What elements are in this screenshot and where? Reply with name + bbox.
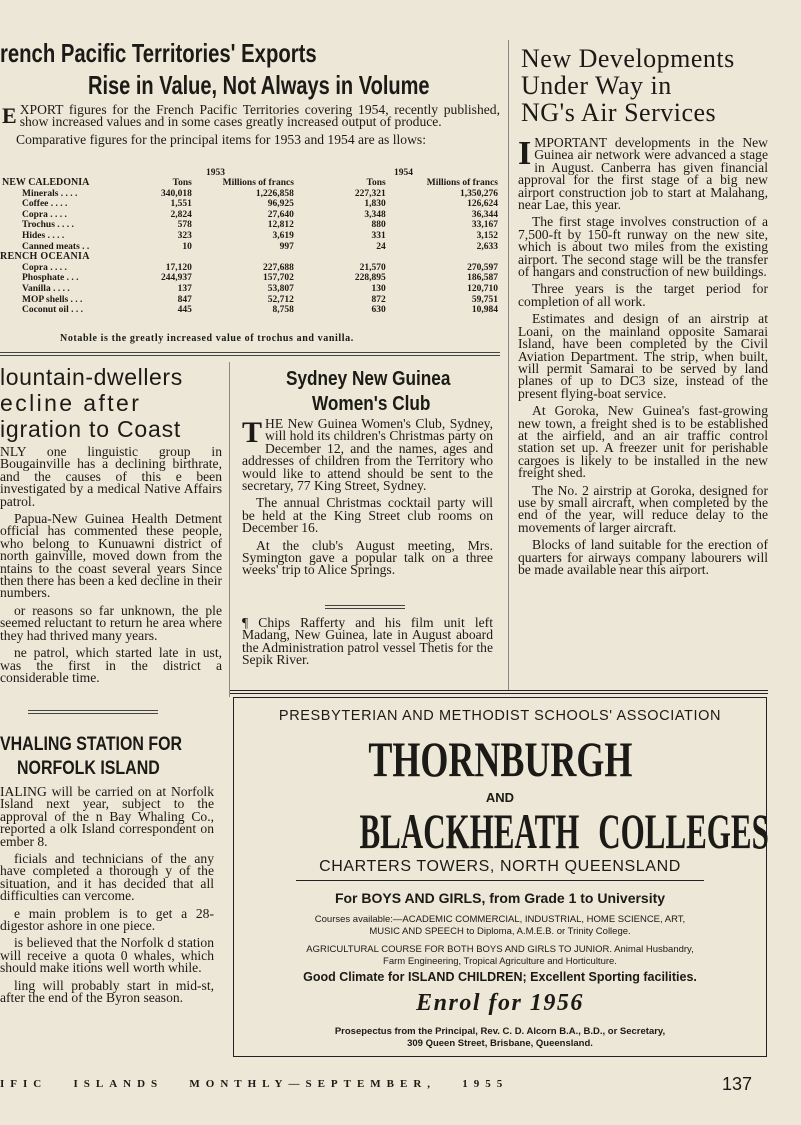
table-row xyxy=(0,199,500,210)
francs-1954: 186,587 xyxy=(467,273,498,284)
exports-table-note: Notable is the greatly increased value of trochus and vanilla. xyxy=(60,333,354,344)
whaling-headline-line2: NORFOLK ISLAND xyxy=(17,758,160,779)
ad-association: PRESBYTERIAN AND METHODIST SCHOOLS' ASSOCIATION xyxy=(278,708,722,724)
mountain-paragraph: Papua-New Guinea Health Detment official has commented these people, who belong to Kunuawni district of north gainville, moved down from the ntains to the coast several years Since then there has been a ked decline in their numbers. xyxy=(0,511,222,601)
column-divider-left xyxy=(229,362,230,697)
section-header: NEW CALEDONIA xyxy=(2,177,90,188)
ad-prospectus-line2: 309 Queen Street, Brisbane, Queensland. xyxy=(407,1038,593,1049)
page-number: 137 xyxy=(722,1074,753,1094)
col-francs-1953: Millions of francs xyxy=(222,178,294,188)
item-name: MOP shells . . . xyxy=(22,294,83,305)
francs-1953: 53,807 xyxy=(267,283,294,294)
francs-1953: 12,812 xyxy=(267,220,294,231)
tons-1953: 137 xyxy=(177,283,192,294)
mountain-paragraph: ne patrol, which started late in ust, was the first in the district a considerable time. xyxy=(0,645,222,685)
mountain-headline-line1: lountain-dwellers xyxy=(0,364,183,390)
table-row xyxy=(0,263,500,274)
table-row xyxy=(0,273,500,284)
francs-1953: 3,619 xyxy=(272,230,294,241)
tons-1954: 3,348 xyxy=(364,209,386,220)
exports-para2: Comparative figures for the principal items for 1953 and 1954 are as llows: xyxy=(16,131,426,147)
tons-1954: 24 xyxy=(376,241,386,252)
air-paragraph: MPORTANT developments in the New Guinea air network were advanced a stage in August. Canberra has given financial approval for the first stage of a big new airport construction job to start at Malahang, near Lae, this year. xyxy=(518,137,768,213)
tons-1953: 323 xyxy=(177,230,192,241)
womens-paragraph: The annual Christmas cocktail party will be held at the King Street club rooms on December 16. xyxy=(242,495,493,536)
section-header: RENCH OCEANIA xyxy=(0,251,90,263)
whaling-paragraph: ficials and technicians of the any have completed a thorough y of the situation, and it has decided that all difficulties can vercome. xyxy=(0,851,214,904)
tons-1954: 630 xyxy=(371,305,386,316)
womens-separator xyxy=(325,605,405,609)
air-paragraph: At Goroka, New Guinea's fast-growing new town, a freight shed is to be established at the airfield, and an air traffic control station set up. A freezer unit for perishable cargoes is likely to be installed in the new freight shed. xyxy=(518,403,768,481)
year-1954: 1954 xyxy=(394,168,413,178)
air-headline-line2: Under Way in xyxy=(521,71,672,100)
womens-headline-line1: Sydney New Guinea xyxy=(286,368,451,390)
francs-1953: 997 xyxy=(279,241,294,252)
exports-bottom-rule xyxy=(0,352,500,356)
ad-prospectus-line1: Prosepectus from the Principal, Rev. C. D. Alcorn B.A., B.D., or Secretary, xyxy=(334,1026,666,1037)
exports-table xyxy=(0,178,500,316)
item-name: Coconut oil . . . xyxy=(22,305,83,316)
exports-dropcap: E xyxy=(2,104,17,128)
air-paragraph: Estimates and design of an airstrip at Loani, on the mainland opposite Samarai Island, have been completed by the Civil Aviation Department. The strip, when built, will permit Samarai to be served by land planes of up to DC3 size, instead of the present flying-boat service. xyxy=(518,311,768,401)
air-headline-line3: NG's Air Services xyxy=(521,98,717,127)
air-paragraph: Blocks of land suitable for the erection of quarters for airways company labourers will be made available near this airport. xyxy=(518,537,768,577)
rafferty-note: ¶ Chips Rafferty and his film unit left Madang, New Guinea, late in August aboard the Administration patrol vessel Thetis for the Sepik River. xyxy=(242,617,493,668)
francs-1954: 10,984 xyxy=(471,305,498,316)
ad-for-line: For BOYS AND GIRLS, from Grade 1 to University xyxy=(334,890,666,906)
francs-1953: 227,688 xyxy=(263,262,294,273)
womens-headline-line2: Women's Club xyxy=(312,393,431,415)
air-paragraph: The first stage involves construction of a 7,500-ft by 150-ft runway on the new site, which is about two miles from the existing airport. The second stage will be the transfer of hangars and construction of new buildings. xyxy=(518,214,768,280)
tons-1953: 847 xyxy=(177,294,192,305)
item-name: Copra . . . . xyxy=(22,209,67,220)
francs-1953: 1,226,858 xyxy=(255,188,294,199)
francs-1954: 270,597 xyxy=(467,262,498,273)
tons-1953: 10 xyxy=(182,241,192,252)
womens-paragraph: HE New Guinea Women's Club, Sydney, will hold its children's Christmas party on December 12, and the names, ages and addresses of children from the Territory who would like to attend should be sent to the secretary, 77 King Street, Sydney. xyxy=(242,418,493,494)
mountain-headline-line2: ecline after xyxy=(0,390,142,416)
francs-1954: 2,633 xyxy=(476,241,498,252)
ad-college2: BLACKHEATH COLLEGES xyxy=(359,803,769,859)
francs-1953: 8,758 xyxy=(272,305,294,316)
ad-agri-line2: Farm Engineering, Tropical Agriculture and Horticulture. xyxy=(383,956,617,967)
tons-1953: 17,120 xyxy=(165,262,192,273)
item-name: Hides . . . . xyxy=(22,230,65,241)
table-header-row xyxy=(0,178,500,189)
table-row xyxy=(0,220,500,231)
whaling-paragraph: ling will probably start in mid-st, after the end of the Byron season. xyxy=(0,977,214,1006)
tons-1953: 244,937 xyxy=(160,273,192,284)
exports-headline-line2: Rise in Value, Not Always in Volume xyxy=(88,70,430,100)
ad-college1-wrap xyxy=(234,730,766,788)
ad-agri-line1: AGRICULTURAL COURSE FOR BOTH BOYS AND GIRLS TO JUNIOR. Animal Husbandry, xyxy=(306,944,694,955)
tons-1954: 228,895 xyxy=(354,273,386,284)
tons-1953: 445 xyxy=(177,305,192,316)
exports-para1: XPORT figures for the French Pacific Territories covering 1954, recently published, show increased values and in some cases greatly increased output of produce. xyxy=(19,104,500,130)
table-row xyxy=(0,189,500,200)
francs-1954: 120,710 xyxy=(467,283,498,294)
ad-climate: Good Climate for ISLAND CHILDREN; Excellent Sporting facilities. xyxy=(303,970,697,984)
table-row xyxy=(0,210,500,221)
whaling-headline-line1: VHALING STATION FOR xyxy=(0,734,183,755)
exports-intro xyxy=(2,104,500,166)
francs-1954: 36,344 xyxy=(471,209,498,220)
column-divider-top xyxy=(508,40,509,690)
air-paragraph: Three years is the target period for completion of all work. xyxy=(518,281,768,309)
tons-1954: 880 xyxy=(371,220,386,231)
francs-1954: 3,152 xyxy=(476,230,498,241)
col-tons-1954: Tons xyxy=(366,178,386,188)
ad-location: CHARTERS TOWERS, NORTH QUEENSLAND xyxy=(319,858,681,875)
tons-1954: 130 xyxy=(371,283,386,294)
mountain-headline-line3: igration to Coast xyxy=(0,416,182,442)
air-dropcap: I xyxy=(518,137,532,172)
francs-1953: 157,702 xyxy=(263,273,294,284)
item-name: Coffee . . . . xyxy=(22,199,68,210)
tons-1954: 1,830 xyxy=(364,199,386,210)
item-name: Copra . . . . xyxy=(22,262,67,273)
francs-1953: 52,712 xyxy=(267,294,294,305)
ad-courses-line1: Courses available:—ACADEMIC COMMERCIAL, INDUSTRIAL, HOME SCIENCE, ART, xyxy=(314,914,686,925)
ad-rule xyxy=(296,880,704,881)
francs-1954: 1,350,276 xyxy=(460,188,498,199)
mountain-paragraph: NLY one linguistic group in Bougainville has a declining birthrate, and the causes of this e been investigated by a medical Native Affairs patrol. xyxy=(0,446,222,509)
whaling-body xyxy=(0,786,214,1050)
whaling-paragraph: is believed that the Norfolk d station will receive a quota 0 whales, which should make itions well worth while. xyxy=(0,935,214,976)
table-row xyxy=(0,231,500,242)
air-paragraph: The No. 2 airstrip at Goroka, designed for use by small aircraft, when completed by the end of the year, will reduce delay to the movements of larger aircraft. xyxy=(518,482,768,535)
francs-1953: 96,925 xyxy=(267,199,294,210)
table-row xyxy=(0,305,500,316)
ad-college2-wrap xyxy=(234,802,769,860)
tons-1953: 2,824 xyxy=(170,209,192,220)
mid-page-rule xyxy=(230,690,768,694)
whaling-top-rule xyxy=(28,710,158,714)
exports-headline-line1: rench Pacific Territories' Exports xyxy=(0,38,317,68)
tons-1954: 331 xyxy=(371,230,386,241)
tons-1953: 340,018 xyxy=(160,188,192,199)
womens-body xyxy=(242,418,493,596)
francs-1954: 59,751 xyxy=(471,294,498,305)
item-name: Phosphate . . . xyxy=(22,273,79,284)
air-headline-line1: New Developments xyxy=(521,44,735,73)
tons-1954: 872 xyxy=(371,294,386,305)
francs-1954: 126,624 xyxy=(467,199,498,210)
tons-1953: 1,551 xyxy=(170,199,192,210)
item-name: Minerals . . . . xyxy=(22,188,78,199)
tons-1954: 227,321 xyxy=(354,188,386,199)
year-1953: 1953 xyxy=(206,168,225,178)
womens-dropcap: T xyxy=(242,418,263,449)
item-name: Trochus . . . . xyxy=(22,220,74,231)
whaling-paragraph: e main problem is to get a 28-digestor ashore in one piece. xyxy=(0,905,214,934)
school-advertisement xyxy=(233,697,767,1057)
ad-and: AND xyxy=(485,790,515,805)
air-body xyxy=(518,137,768,685)
item-name: Vanilla . . . . xyxy=(22,283,70,294)
item-name: Canned meats . . xyxy=(22,241,90,252)
ad-courses-line2: MUSIC AND SPEECH to Diploma, A.M.E.B. or Trinity College. xyxy=(369,926,631,937)
francs-1953: 27,640 xyxy=(267,209,294,220)
table-row xyxy=(0,295,500,306)
ad-enrol: Enrol for 1956 xyxy=(416,990,584,1016)
tons-1953: 578 xyxy=(177,220,192,231)
francs-1954: 33,167 xyxy=(471,220,498,231)
whaling-paragraph: IALING will be carried on at Norfolk Island next year, subject to the approval of the n Bay Whaling Co., reported a olk Island correspondent on ember 8. xyxy=(0,786,214,849)
footer-run: IFIC ISLANDS MONTHLY—SEPTEMBER, 1955 xyxy=(0,1078,509,1090)
rafferty-note-wrap xyxy=(242,617,493,681)
mountain-paragraph: or reasons so far unknown, the ple seemed reluctant to return he area where they had thrived many years. xyxy=(0,602,222,643)
col-tons-1953: Tons xyxy=(172,178,192,188)
womens-paragraph: At the club's August meeting, Mrs. Symington gave a popular talk on a three weeks' trip to Alice Springs. xyxy=(242,537,493,578)
mountain-body xyxy=(0,446,222,698)
table-row xyxy=(0,284,500,295)
ad-college1: THORNBURGH xyxy=(367,731,633,787)
col-francs-1954: Millions of francs xyxy=(426,178,498,188)
table-section-row xyxy=(0,252,500,263)
tons-1954: 21,570 xyxy=(359,262,386,273)
